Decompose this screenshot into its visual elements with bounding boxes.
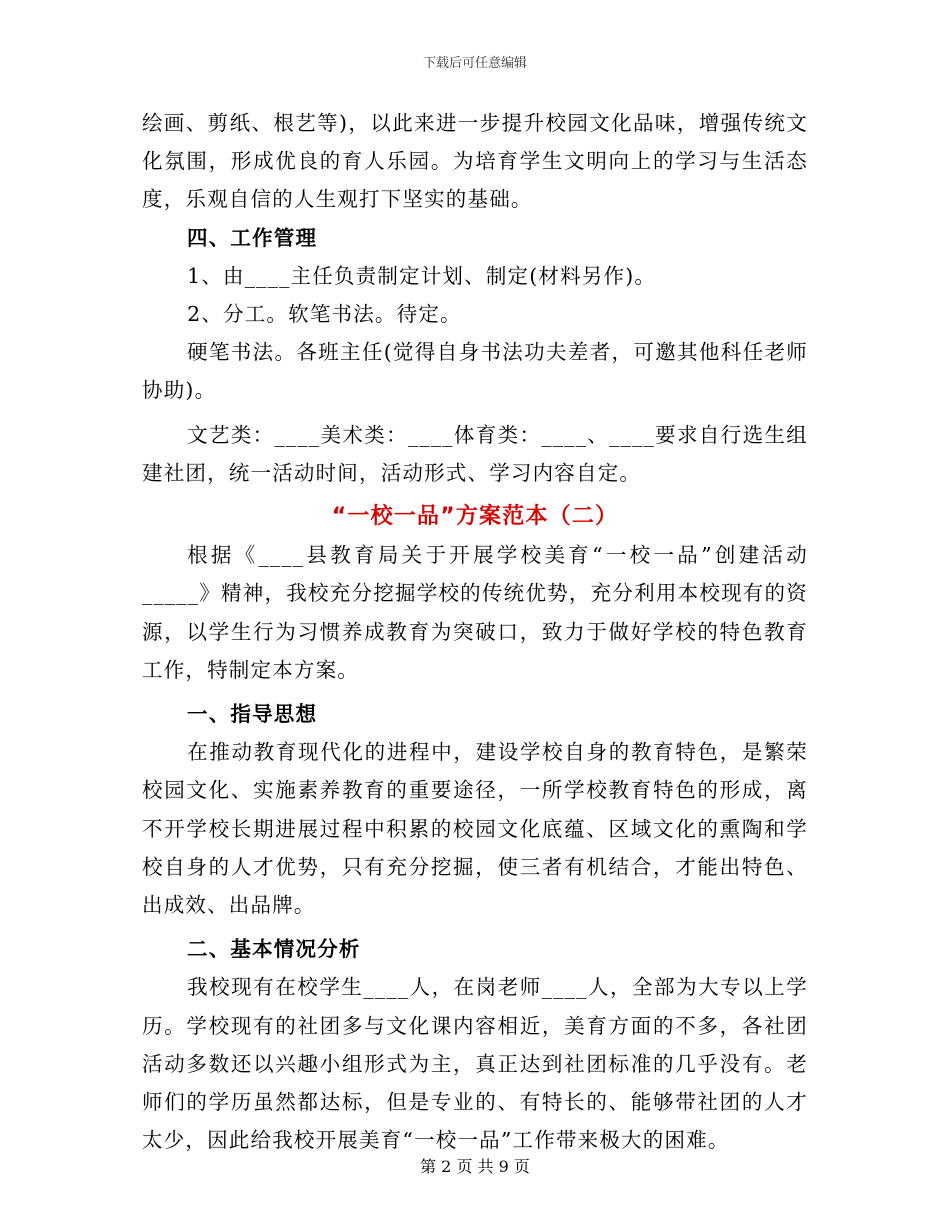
paragraph-basic-situation: 我校现有在校学生____人，在岗老师____人，全部为大专以上学历。学校现有的社团多与文化课内容相近，美育方面的不多，各社团活动多数还以兴趣小组形式为主，真正达到社团标准的几乎没有。老师们的学历虽然都达标，但是专业的、有特长的、能够带社团的人才太少，因此给我校开展美育“一校一品”工作带来极大的困难。 xyxy=(142,975,808,1153)
section-heading-guiding-thought: 一、指导思想 xyxy=(187,702,318,727)
section-heading-work-management: 四、工作管理 xyxy=(187,225,318,250)
paragraph-item-2: 2、分工。软笔书法。待定。 xyxy=(187,302,462,327)
paragraph-item-1: 1、由____主任负责制定计划、制定(材料另作)。 xyxy=(187,263,657,288)
paragraph-guiding-thought: 在推动教育现代化的进程中，建设学校自身的教育特色，是繁荣校园文化、实施素养教育的重要途径，一所学校教育特色的形成，离不开学校长期进展过程中积累的校园文化底蕴、区域文化的熏陶和学校自身的人才优势，只有充分挖掘，使三者有机结合，才能出特色、出成效、出品牌。 xyxy=(142,740,808,918)
paragraph-intro: 根据《____县教育局关于开展学校美育“一校一品”创建活动_____》精神，我校充分挖掘学校的传统优势，充分利用本校现有的资源，以学生行为习惯养成教育为突破口，致力于做好学校的特色教育工作，特制定本方案。 xyxy=(142,543,808,682)
paragraph-continuation: 绘画、剪纸、根艺等)，以此来进一步提升校园文化品味，增强传统文化氛围，形成优良的育人乐园。为培育学生文明向上的学习与生活态度，乐观自信的人生观打下坚实的基础。 xyxy=(142,111,808,212)
paragraph-categories: 文艺类：____美术类：____体育类：____、____要求自行选生组建社团，统一活动时间，活动形式、学习内容自定。 xyxy=(142,422,808,485)
document-body xyxy=(142,104,808,1159)
page-header: 下载后可任意编辑 xyxy=(422,56,527,71)
document-title: “一校一品”方案范本（二） xyxy=(331,504,619,530)
section-heading-basic-situation: 二、基本情况分析 xyxy=(187,937,361,962)
page-footer: 第 2 页 共 9 页 xyxy=(420,1157,530,1176)
paragraph-hard-pen: 硬笔书法。各班主任(觉得自身书法功夫差者，可邀其他科任老师协助)。 xyxy=(142,340,808,403)
